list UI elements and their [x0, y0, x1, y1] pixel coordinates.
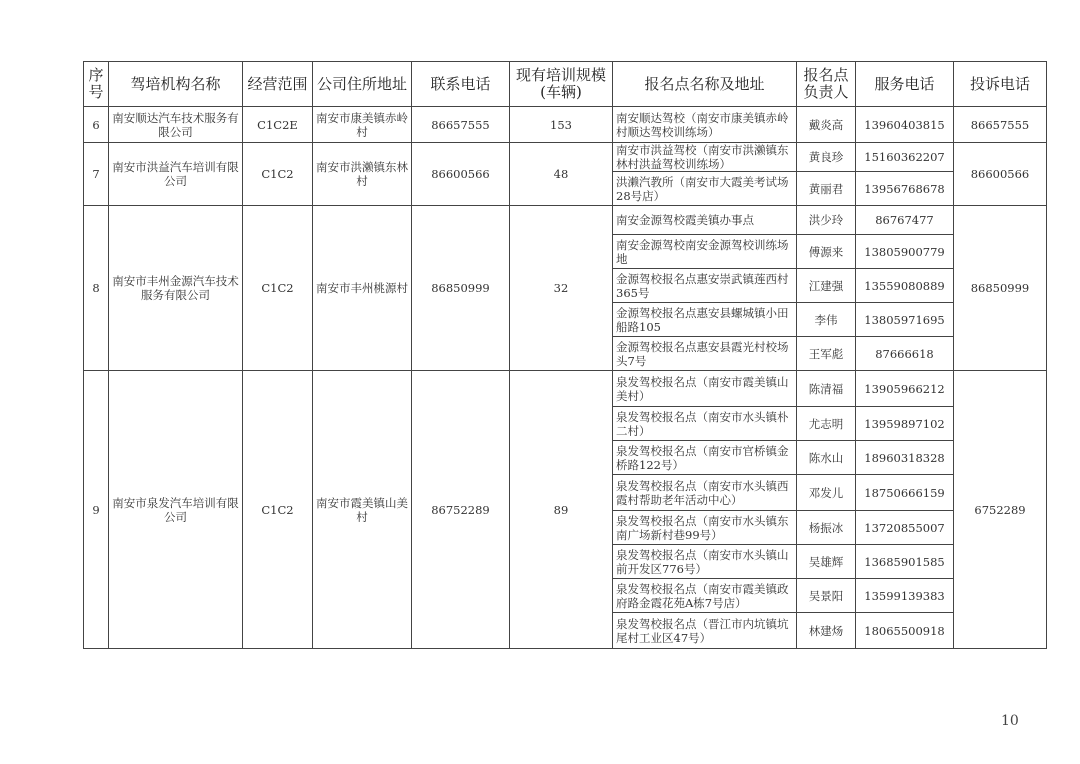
cell-point-leader: 尤志明 [797, 407, 856, 441]
cell-school-name: 南安市洪益汽车培训有限公司 [109, 143, 243, 206]
cell-service-phone: 86767477 [856, 206, 954, 235]
header-registration-point: 报名点名称及地址 [613, 62, 797, 107]
cell-scope: C1C2 [243, 371, 313, 649]
driving-school-table [83, 61, 1047, 649]
cell-phone: 86600566 [412, 143, 510, 206]
cell-phone: 86752289 [412, 371, 510, 649]
cell-point-leader: 陈水山 [797, 441, 856, 475]
cell-service-phone: 13599139383 [856, 579, 954, 613]
cell-school-name: 南安顺达汽车技术服务有限公司 [109, 107, 243, 143]
cell-scale: 32 [510, 206, 613, 371]
header-scope: 经营范围 [243, 62, 313, 107]
cell-service-phone: 13559080889 [856, 269, 954, 303]
cell-seq: 8 [84, 206, 109, 371]
cell-service-phone: 13959897102 [856, 407, 954, 441]
cell-seq: 6 [84, 107, 109, 143]
cell-registration-point: 金源驾校报名点惠安崇武镇莲西村365号 [613, 269, 797, 303]
cell-seq: 7 [84, 143, 109, 206]
cell-point-leader: 陈清福 [797, 371, 856, 407]
header-service-phone: 服务电话 [856, 62, 954, 107]
header-complaint-phone: 投诉电话 [954, 62, 1047, 107]
header-seq: 序 号 [84, 62, 109, 107]
cell-point-leader: 傅源来 [797, 235, 856, 269]
cell-point-leader: 吴景阳 [797, 579, 856, 613]
cell-service-phone: 13720855007 [856, 511, 954, 545]
cell-registration-point: 泉发驾校报名点（南安市水头镇朴二村） [613, 407, 797, 441]
cell-point-leader: 江建强 [797, 269, 856, 303]
cell-service-phone: 15160362207 [856, 143, 954, 172]
cell-service-phone: 13960403815 [856, 107, 954, 143]
cell-registration-point: 南安市洪益驾校（南安市洪濑镇东林村洪益驾校训练场） [613, 143, 797, 172]
cell-service-phone: 13956768678 [856, 172, 954, 206]
cell-registration-point: 泉发驾校报名点（南安市水头镇西霞村帮助老年活动中心） [613, 475, 797, 511]
cell-scale: 153 [510, 107, 613, 143]
cell-registration-point: 泉发驾校报名点（晋江市内坑镇坑尾村工业区47号） [613, 613, 797, 649]
table-row [84, 371, 1047, 407]
cell-address: 南安市丰州桃源村 [313, 206, 412, 371]
cell-scope: C1C2E [243, 107, 313, 143]
cell-point-leader: 吴雄辉 [797, 545, 856, 579]
cell-point-leader: 李伟 [797, 303, 856, 337]
cell-point-leader: 杨振冰 [797, 511, 856, 545]
cell-service-phone: 18750666159 [856, 475, 954, 511]
header-phone: 联系电话 [412, 62, 510, 107]
table-row [84, 143, 1047, 172]
cell-complaint-phone: 86600566 [954, 143, 1047, 206]
cell-point-leader: 邓发儿 [797, 475, 856, 511]
cell-point-leader: 戴炎高 [797, 107, 856, 143]
header-row [84, 62, 1047, 107]
cell-complaint-phone: 6752289 [954, 371, 1047, 649]
cell-registration-point: 泉发驾校报名点（南安市水头镇山前开发区776号） [613, 545, 797, 579]
cell-point-leader: 王军彪 [797, 337, 856, 371]
cell-school-name: 南安市丰州金源汽车技术服务有限公司 [109, 206, 243, 371]
header-point-leader: 报名点 负责人 [797, 62, 856, 107]
page-number: 10 [1001, 713, 1019, 729]
cell-registration-point: 洪濑汽教所（南安市大霞美考试场28号店） [613, 172, 797, 206]
cell-registration-point: 泉发驾校报名点（南安市霞美镇政府路金霞花苑A栋7号店） [613, 579, 797, 613]
cell-registration-point: 金源驾校报名点惠安县螺城镇小田船路105 [613, 303, 797, 337]
cell-registration-point: 南安顺达驾校（南安市康美镇赤岭村顺达驾校训练场） [613, 107, 797, 143]
cell-point-leader: 洪少玲 [797, 206, 856, 235]
cell-address: 南安市洪濑镇东林村 [313, 143, 412, 206]
cell-scope: C1C2 [243, 143, 313, 206]
cell-registration-point: 泉发驾校报名点（南安市水头镇东南广场新村巷99号） [613, 511, 797, 545]
cell-scale: 48 [510, 143, 613, 206]
cell-complaint-phone: 86850999 [954, 206, 1047, 371]
cell-service-phone: 13685901585 [856, 545, 954, 579]
cell-school-name: 南安市泉发汽车培训有限公司 [109, 371, 243, 649]
cell-point-leader: 黄良珍 [797, 143, 856, 172]
cell-registration-point: 南安金源驾校霞美镇办事点 [613, 206, 797, 235]
header-school-name: 驾培机构名称 [109, 62, 243, 107]
cell-service-phone: 18960318328 [856, 441, 954, 475]
cell-complaint-phone: 86657555 [954, 107, 1047, 143]
cell-point-leader: 黄丽君 [797, 172, 856, 206]
cell-point-leader: 林建炀 [797, 613, 856, 649]
cell-address: 南安市霞美镇山美村 [313, 371, 412, 649]
cell-service-phone: 13905966212 [856, 371, 954, 407]
cell-seq: 9 [84, 371, 109, 649]
header-scale: 现有培训规模 (车辆) [510, 62, 613, 107]
cell-scope: C1C2 [243, 206, 313, 371]
cell-phone: 86850999 [412, 206, 510, 371]
table-row [84, 107, 1047, 143]
cell-registration-point: 南安金源驾校南安金源驾校训练场地 [613, 235, 797, 269]
cell-service-phone: 13805971695 [856, 303, 954, 337]
cell-registration-point: 泉发驾校报名点（南安市霞美镇山美村） [613, 371, 797, 407]
cell-address: 南安市康美镇赤岭村 [313, 107, 412, 143]
cell-service-phone: 13805900779 [856, 235, 954, 269]
header-address: 公司住所地址 [313, 62, 412, 107]
table-row [84, 206, 1047, 235]
cell-phone: 86657555 [412, 107, 510, 143]
cell-scale: 89 [510, 371, 613, 649]
cell-service-phone: 18065500918 [856, 613, 954, 649]
cell-service-phone: 87666618 [856, 337, 954, 371]
cell-registration-point: 金源驾校报名点惠安县霞光村校场头7号 [613, 337, 797, 371]
cell-registration-point: 泉发驾校报名点（南安市官桥镇金桥路122号） [613, 441, 797, 475]
